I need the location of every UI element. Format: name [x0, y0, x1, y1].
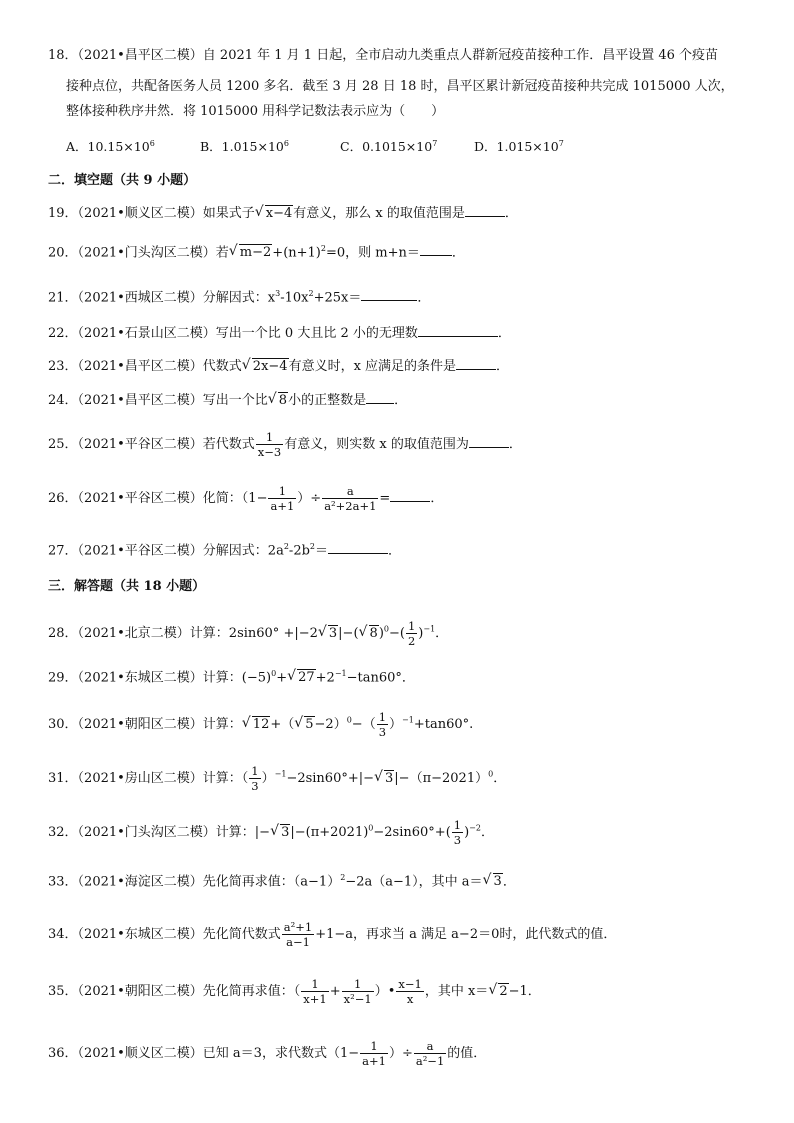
q18-option-d-exp: 7 — [558, 138, 564, 148]
q27-answer-blank[interactable] — [328, 541, 388, 554]
q34 — [48, 920, 616, 949]
q21 — [48, 285, 430, 307]
q19 — [48, 204, 518, 223]
q28-g: ． — [435, 626, 449, 641]
q18-line-2: 接种点位，共配备医务人员 1200 多名．截至 3 月 28 日 18 时，昌平区累计新冠疫苗接种共完成 1015000 人次， — [66, 79, 734, 94]
q26 — [48, 484, 443, 513]
q25-b: 有意义，则实数 x 的取值范围为 — [284, 437, 469, 452]
q26-a: 26．（2021•平谷区二模）化简：（1− — [48, 491, 268, 506]
q24-b: 小的正整数是 — [288, 393, 367, 408]
q24 — [48, 391, 407, 410]
q24-c: ． — [394, 393, 408, 408]
q23-a: 23．（2021•昌平区二模）代数式 — [48, 359, 242, 374]
q21-answer-blank[interactable] — [361, 288, 417, 301]
q30-fraction — [377, 710, 388, 739]
q33-radicand: 3 — [493, 874, 502, 890]
q20-exp: 2 — [320, 244, 326, 253]
q34-b: +1−a，再求当 a 满足 a−2＝0时，此代数式的值． — [315, 927, 617, 942]
q36-den2: a²−1 — [415, 1054, 445, 1068]
q32-b: |−(π+2021) — [290, 825, 369, 840]
q19-radicand: x−4 — [265, 206, 293, 221]
q27-b: -2b — [288, 543, 310, 559]
q24-a: 24．（2021•昌平区二模）写出一个比 — [48, 393, 268, 408]
q29-c: +2 — [315, 670, 335, 686]
q29 — [48, 665, 415, 687]
q36-fraction-2 — [414, 1039, 446, 1068]
q27-e1: 2 — [283, 542, 289, 551]
q35-fraction-2 — [342, 977, 374, 1006]
q20-radical — [230, 244, 273, 262]
q26-b: ）÷ — [297, 491, 322, 506]
q27-e2: 2 — [309, 542, 316, 551]
q21-e1: 3 — [275, 289, 281, 298]
q34-a: 34．（2021•东城区二模）先化简代数式 — [48, 927, 281, 942]
q22-a: 22．（2021•石景山区二模）写出一个比 0 大且比 2 小的无理数 — [48, 326, 418, 341]
q18-option-c — [340, 137, 437, 155]
q20-radicand: m−2 — [239, 245, 272, 261]
q28-b: |−( — [338, 626, 359, 641]
q22-answer-blank[interactable] — [418, 324, 498, 337]
q32-d: ) — [464, 825, 470, 840]
q18-option-b-exp: 6 — [283, 138, 289, 148]
q28-radical-2 — [360, 625, 379, 643]
q28-radical-1 — [319, 625, 338, 643]
q26-d: ． — [430, 491, 444, 506]
q30-denominator: 3 — [378, 725, 387, 739]
q19-b: 有意义，那么 x 的取值范围是 — [293, 206, 465, 221]
q32-c: −2sin60°+( — [373, 825, 451, 840]
q30-numerator: 1 — [378, 710, 387, 724]
q35-den3: x — [406, 992, 414, 1006]
q28-denominator: 2 — [407, 634, 416, 648]
q31 — [48, 764, 506, 793]
q30-d: −（ — [351, 717, 376, 732]
q36 — [48, 1039, 486, 1068]
q35-den2: x²−1 — [343, 992, 372, 1006]
q23-radicand: 2x−4 — [252, 359, 288, 374]
q32-radicand: 3 — [281, 825, 290, 840]
q31-radicand: 3 — [385, 771, 394, 786]
q31-denominator: 3 — [251, 779, 259, 793]
q18-option-c-exp: 7 — [432, 138, 438, 148]
q18-option-d — [474, 137, 564, 155]
q35 — [48, 977, 541, 1006]
q36-c: 的值． — [447, 1046, 487, 1061]
q35-fraction-1 — [301, 977, 328, 1006]
q34-fraction — [282, 920, 314, 949]
q34-numerator: a²+1 — [283, 920, 313, 934]
q30-radical-2 — [295, 716, 314, 734]
q31-e2: 0 — [488, 769, 494, 779]
q21-d: ． — [417, 290, 431, 306]
q28-numerator: 1 — [407, 619, 416, 633]
q25-denominator: x−3 — [257, 445, 282, 459]
q30-b: +（ — [270, 717, 295, 732]
q31-c: −2sin60°+|− — [286, 771, 375, 786]
q28-f: ) — [418, 626, 424, 641]
q33-e1: 2 — [340, 873, 346, 882]
q35-d: ，其中 x＝ — [424, 984, 489, 999]
q19-answer-blank[interactable] — [465, 204, 505, 217]
q35-num3: x−1 — [398, 977, 422, 991]
q18-option-a — [66, 137, 155, 155]
q26-den1: a+1 — [270, 499, 295, 513]
q33-b: −2a（a−1），其中 a＝ — [345, 874, 483, 890]
q30-c: −2） — [314, 717, 347, 732]
q20 — [48, 240, 465, 262]
q20-answer-blank[interactable] — [420, 243, 452, 256]
q31-e1: −1 — [274, 769, 287, 779]
q35-radicand: 2 — [499, 984, 508, 999]
q36-b: ）÷ — [388, 1046, 413, 1061]
q31-a: 31．（2021•房山区二模）计算：（ — [48, 771, 249, 786]
q28-fraction — [406, 619, 417, 648]
q28-radicand-1: 3 — [328, 626, 338, 641]
q27-a: 27．（2021•平谷区二模）分解因式：2a — [48, 543, 284, 559]
q28 — [48, 619, 448, 648]
q29-a: 29．（2021•东城区二模）计算：(−5) — [48, 670, 272, 686]
q18-option-a-exp: 6 — [149, 138, 155, 148]
q26-num2: a — [322, 484, 378, 499]
q28-radicand-2: 8 — [369, 626, 378, 641]
q35-a: 35．（2021•朝阳区二模）先化简再求值：（ — [48, 984, 301, 999]
q22-b: ． — [497, 326, 511, 341]
q32 — [48, 818, 494, 847]
q23-radical — [243, 358, 289, 376]
q21-e2: 2 — [308, 289, 314, 298]
q36-a: 36．（2021•顺义区二模）已知 a＝3，求代数式（1− — [48, 1046, 360, 1061]
q24-answer-blank[interactable] — [366, 391, 394, 404]
q30-radicand-1: 12 — [252, 717, 270, 732]
q35-num2: 1 — [342, 977, 374, 992]
q33-c: ． — [502, 874, 516, 890]
section-fill-blank-heading: 二．填空题（共 9 小题） — [48, 173, 197, 188]
q31-b: ） — [261, 771, 275, 786]
q22 — [48, 324, 511, 343]
q30-a: 30．（2021•朝阳区二模）计算： — [48, 717, 242, 732]
q20-a: 20．（2021•门头沟区二模）若 — [48, 245, 229, 261]
q30-g: +tan60°. — [413, 717, 474, 732]
q31-d: |−（π−2021） — [394, 771, 489, 786]
q36-num1: 1 — [360, 1039, 388, 1054]
q27-d: ． — [388, 543, 402, 559]
q31-fraction — [249, 764, 260, 793]
q29-radical — [288, 669, 316, 687]
q32-numerator: 1 — [453, 818, 462, 832]
q28-a: 28．（2021•北京二模）计算：2sin60° +|−2 — [48, 626, 318, 641]
q18-option-a-text: A．10.15×10 — [66, 139, 150, 154]
q18-option-d-text: D．1.015×10 — [474, 139, 559, 154]
q30-e1: 0 — [346, 715, 352, 725]
q26-den2: a²+2a+1 — [324, 499, 377, 513]
q21-c: +25x＝ — [313, 290, 362, 306]
q28-c: ) — [378, 626, 384, 641]
q23-b: 有意义时，x 应满足的条件是 — [288, 359, 457, 374]
q28-e2: −1 — [423, 624, 436, 634]
section-solution-heading: 三．解答题（共 18 小题） — [48, 579, 206, 594]
q26-c: = — [379, 491, 391, 506]
q26-fraction-2 — [322, 484, 378, 513]
q35-den1: x+1 — [303, 992, 327, 1006]
q19-radical — [256, 205, 294, 223]
q25-numerator: 1 — [256, 430, 283, 445]
q29-e2: −1 — [334, 669, 347, 678]
q36-fraction-1 — [360, 1039, 388, 1068]
q28-e1: 0 — [383, 624, 389, 634]
q30-f: ） — [389, 717, 403, 732]
q34-denominator: a−1 — [286, 935, 310, 949]
q26-answer-blank[interactable] — [390, 489, 430, 502]
q31-radical — [375, 770, 394, 788]
q35-e: −1． — [508, 984, 541, 999]
q24-radicand: 8 — [278, 393, 288, 408]
q18-option-c-text: C．0.1015×10 — [340, 139, 433, 154]
q18-option-b — [200, 137, 289, 155]
q30-e2: −1 — [402, 715, 414, 725]
q19-a: 19．（2021•顺义区二模）如果式子 — [48, 206, 255, 221]
q29-d: −tan60°． — [346, 670, 415, 686]
q29-b: + — [276, 670, 288, 686]
q32-radical — [271, 824, 290, 842]
q25-fraction — [256, 430, 283, 459]
q35-num1: 1 — [301, 977, 328, 992]
q30-radicand-2: 5 — [305, 717, 314, 732]
q20-d: ． — [451, 245, 465, 261]
q33 — [48, 869, 516, 891]
q35-c: ）• — [374, 984, 396, 999]
q32-f: ． — [480, 825, 494, 840]
q30 — [48, 710, 473, 739]
q25-c: ． — [508, 437, 522, 452]
q35-radical — [489, 983, 508, 1001]
q19-c: ． — [504, 206, 518, 221]
q32-e2: −2 — [469, 823, 481, 833]
q32-fraction — [452, 818, 463, 847]
q32-denominator: 3 — [453, 833, 462, 847]
q29-radicand: 27 — [298, 670, 315, 686]
q21-a: 21．（2021•西城区二模）分解因式：x — [48, 290, 276, 306]
q25-a: 25．（2021•平谷区二模）若代数式 — [48, 437, 255, 452]
q18-option-b-text: B．1.015×10 — [200, 139, 284, 154]
q18-line-3: 整体接种秩序井然．将 1015000 用科学记数法表示应为（ ） — [66, 104, 445, 119]
q30-radical-1 — [243, 716, 271, 734]
q21-b: -10x — [280, 290, 309, 306]
q25 — [48, 430, 522, 459]
q24-radical — [269, 392, 288, 410]
q20-c: =0，则 m+n＝ — [325, 245, 420, 261]
q27-c: ＝ — [315, 543, 329, 559]
q29-e1: 0 — [271, 669, 277, 678]
q25-answer-blank[interactable] — [469, 435, 509, 448]
q26-num1: 1 — [268, 484, 296, 499]
q20-b: +(n+1) — [272, 245, 321, 261]
q23-answer-blank[interactable] — [456, 357, 496, 370]
q27 — [48, 538, 401, 560]
q33-a: 33．（2021•海淀区二模）先化简再求值：（a−1） — [48, 874, 341, 890]
q31-numerator: 1 — [251, 764, 259, 778]
q36-den1: a+1 — [362, 1054, 386, 1068]
q35-fraction-3 — [396, 977, 423, 1006]
q36-num2: a — [414, 1039, 446, 1054]
q32-a: 32．（2021•门头沟区二模）计算：|− — [48, 825, 271, 840]
q33-radical — [484, 873, 503, 891]
q28-d: −( — [388, 626, 405, 641]
q18-line-1: 18．（2021•昌平区二模）自 2021 年 1 月 1 日起，全市启动九类重点人群新冠疫苗接种工作．昌平设置 46 个疫苗 — [48, 48, 719, 63]
q26-fraction-1 — [268, 484, 296, 513]
q35-b: + — [329, 984, 341, 999]
q32-e1: 0 — [368, 823, 374, 833]
q23 — [48, 357, 509, 376]
q31-f: ． — [493, 771, 507, 786]
q23-c: ． — [496, 359, 510, 374]
